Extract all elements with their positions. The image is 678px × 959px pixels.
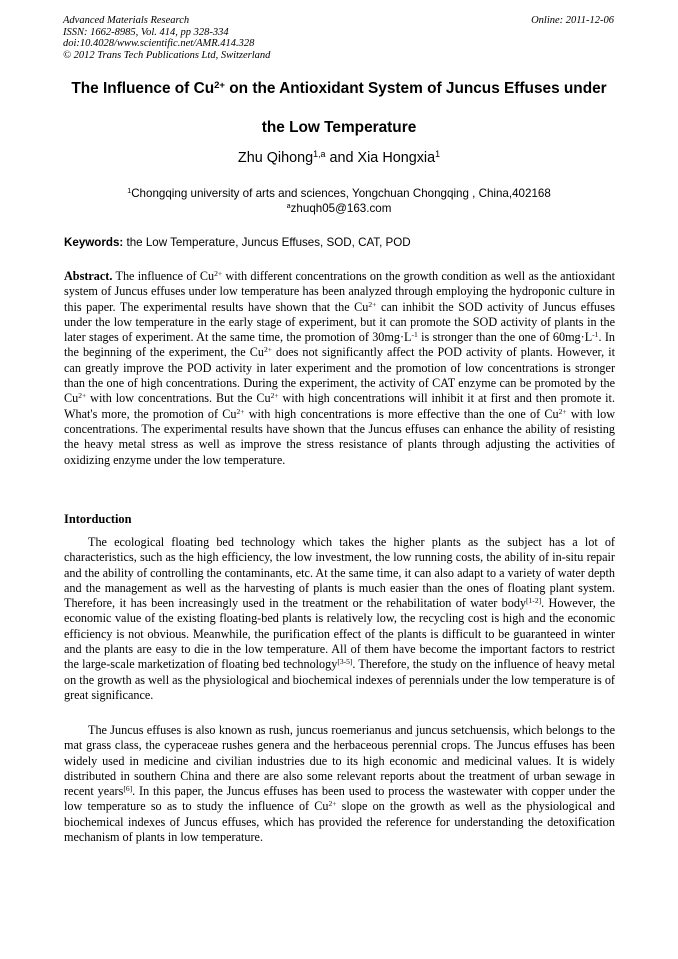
citation: [1-2] bbox=[526, 596, 542, 606]
superscript: 2+ bbox=[270, 391, 279, 401]
abstract-text: with high concentrations will inhibit it at first and then promote it. What's more, the promotion of Cu bbox=[64, 391, 615, 421]
paper-title-line-2: the Low Temperature bbox=[261, 119, 417, 136]
citation: [3-5] bbox=[337, 657, 353, 667]
citation: [6] bbox=[123, 784, 133, 794]
superscript: 2+ bbox=[328, 799, 337, 809]
email-marker: a bbox=[286, 201, 291, 211]
superscript: 2+ bbox=[78, 391, 87, 401]
paragraph-text: The Juncus effuses is also known as rush, juncus roemerianus and juncus setchuensis, which belongs to the mat grass class, the cyperaceae rushes genera and the herbaceous perennial crops. The Juncus effuses has been widely used in medicine and civilian industries due to its high economic and medicinal values. It is widely distributed in southern China and there are also some relevant reports about the treatment of urban sewage in recent years bbox=[64, 723, 615, 799]
affiliation bbox=[40, 186, 638, 216]
online-date: Online: 2011-12-06 bbox=[531, 15, 614, 26]
abstract-text: with different concentrations on the growth condition as well as the antioxidant system of Juncus effuses under low temperature has been analyzed through employing the hydroponic culture in this paper. The experimental results have shown that the Cu bbox=[64, 269, 615, 314]
paragraph-text: . Therefore, the study on the influence of heavy metal on the growth as well as the physiological and biochemical indexes of perennials under the low temperature is of great significance. bbox=[64, 657, 615, 702]
abstract-text: . In the beginning of the experiment, the Cu bbox=[64, 330, 615, 360]
issn-line: ISSN: 1662-8985, Vol. 414, pp 328-334 bbox=[63, 26, 229, 38]
section-heading: Intorduction bbox=[64, 512, 132, 526]
email-line bbox=[40, 201, 638, 216]
author-2-affiliation: 1 bbox=[435, 149, 441, 160]
paragraph-text: slope on the growth as well as the physiological and biochemical indexes of Juncus effuses, which has provided the reference for understanding the detoxification mechanism of plants in low temperature. bbox=[64, 799, 615, 845]
title-superscript: 2+ bbox=[214, 79, 225, 91]
keywords-text: the Low Temperature, Juncus Effuses, SOD, CAT, POD bbox=[123, 236, 411, 249]
affiliation-marker: 1 bbox=[127, 186, 132, 196]
paragraph-text: The ecological floating bed technology which takes the higher plants as the subject has a lot of characteristics, such as the high efficiency, the low investment, the low running costs, the ability of in-situ repair and the ability of controlling the contaminants, etc. At the same time, it can also adapt to a variety of water depth and the management as well as the harvesting of plants is much easier than the ones of floating plant system. Therefore, it has been increasingly used in the treatment or the rehabilitation of water body bbox=[64, 535, 615, 611]
superscript: -1 bbox=[592, 330, 599, 340]
affiliation-line bbox=[40, 186, 638, 201]
abstract-text: with high concentrations is more effective than the one of Cu bbox=[244, 406, 559, 421]
superscript: 2+ bbox=[558, 406, 567, 416]
author-2: Xia Hongxia bbox=[357, 150, 436, 166]
superscript: 2+ bbox=[214, 268, 223, 278]
abstract-text: The influence of Cu bbox=[112, 269, 215, 283]
superscript: 2+ bbox=[368, 299, 377, 309]
journal-name: Advanced Materials Research bbox=[63, 15, 190, 26]
keywords bbox=[64, 236, 624, 249]
abstract-label: Abstract. bbox=[64, 269, 113, 283]
authors-and: and bbox=[325, 150, 358, 166]
abstract-text: with low concentrations. The experimental results have shown that the Juncus effuses can enhance the ability of resisting the heavy metal stress as well as improve the stress resistance of plants through adjusting the activities of oxidizing enzyme under the low temperature. bbox=[64, 406, 615, 467]
authors bbox=[40, 150, 638, 166]
superscript: 2+ bbox=[263, 345, 272, 355]
copyright-line: © 2012 Trans Tech Publications Ltd, Switzerland bbox=[63, 49, 271, 61]
abstract bbox=[64, 269, 615, 468]
author-email: zhuqh05@163.com bbox=[290, 202, 392, 215]
intro-paragraph-2 bbox=[64, 723, 615, 845]
journal-header bbox=[63, 15, 270, 61]
title-part-1: The Influence of Cu bbox=[71, 80, 215, 97]
abstract-text: with low concentrations. But the Cu bbox=[86, 391, 271, 406]
abstract-text: is stronger than the one of 60mg·L bbox=[417, 330, 593, 345]
author-1: Zhu Qihong bbox=[237, 150, 314, 166]
abstract-text: can inhibit the SOD activity of Juncus effuses under the low temperature in the early stage of experiment, but it can promote the SOD activity of plants in the later stages of experiment. At the same time, the promotion of 30mg·L bbox=[64, 299, 616, 345]
superscript: 2+ bbox=[236, 406, 245, 416]
paragraph-text: . However, the economic value of the existing floating-bed plants is relatively low, the recycling cost is high and the economic efficiency is not obvious. Meanwhile, the purification effect of the plants is difficult to be guaranteed in winter and the plants are easy to die in the low temperature. All of them have become the important factors to restrict the large-scale marketization of floating bed technology bbox=[64, 596, 615, 672]
title-part-2: on the Antioxidant System of Juncus Effuses under bbox=[224, 80, 607, 97]
doi-line: doi:10.4028/www.scientific.net/AMR.414.328 bbox=[63, 38, 255, 49]
author-1-affiliation: 1,a bbox=[313, 149, 326, 160]
paragraph-text: . In this paper, the Juncus effuses has been used to process the wastewater with copper under the low temperature so as to study the influence of Cu bbox=[64, 784, 615, 814]
abstract-text: does not significantly affect the POD activity of plants. However, it can greatly improve the POD activity in later experiment and the promotion of low concentrations is stronger than the one of high concentrations. During the experiment, the activity of CAT enzyme can be promoted by the Cu bbox=[64, 345, 616, 406]
intro-paragraph-1 bbox=[64, 535, 615, 703]
keywords-label: Keywords: bbox=[64, 236, 124, 249]
paper-title bbox=[40, 80, 638, 98]
affiliation-text: Chongqing university of arts and sciences, Yongchuan Chongqing , China,402168 bbox=[131, 187, 551, 200]
superscript: -1 bbox=[411, 330, 418, 340]
